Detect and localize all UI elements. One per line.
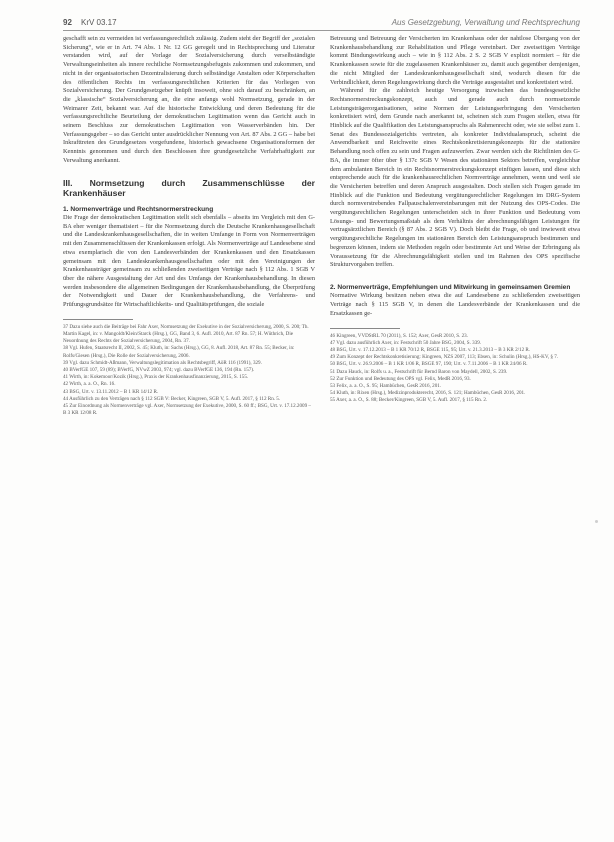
subsection-heading: 1. Normenverträge und Rechtsnormerstreckung bbox=[63, 205, 214, 213]
footnote: 44 Ausführlich zu den Verträgen nach § 112 SGB V: Becker, Kingreen, SGB V, 5. Aufl. 2017, § 112 Rn. 5. bbox=[63, 395, 281, 402]
paragraph-text: geschafft sein zu vermeiden ist bbox=[63, 35, 142, 42]
subsection-heading: 2. Normenverträge, Empfehlungen und Mitwirkung in gemeinsamen Gremien bbox=[330, 283, 571, 291]
page-header bbox=[63, 18, 580, 31]
footnote: 39 Vgl. dazu Schmidt-Aßmann, Verwaltungslegitimation als Rechtsbegriff, AöR 116 (1991), 329. bbox=[63, 359, 262, 366]
footnote: 42 Wirth, a. a. O., Rn. 16. bbox=[63, 381, 116, 388]
footnote-divider bbox=[63, 319, 133, 320]
journal-name: KrV 03.17 bbox=[81, 18, 117, 27]
page-number: 92 bbox=[63, 18, 72, 27]
footnote: 53 Felix, a. a. O., S. 95; Hambüchen, GesR 2016, 201. bbox=[330, 383, 442, 390]
footnotes bbox=[330, 333, 580, 405]
footnote: 37 Dazu siehe auch die Beiträge bei Fahr Axer, Normsetzung der Exekutive in der Sozialversicherung, 2000, S. 200; Th. Martin Kagel, in: v. Mangoldt/Klein/Starck (Hrsg.), GG, Band 3, 6. Aufl. 2010, Art. 87 Rn. 57; H. Wüthrich, Die Neuordnung des Rechts der Sozialversicherung, 2004, Rn. 37. bbox=[63, 323, 309, 345]
right-column bbox=[330, 35, 580, 405]
paragraph: Die Frage der demokratischen Legitimation stellt sich ebenfalls – abseits im Vergleich mit den G-BA eher weniger thematisiert – für die Normsetzung durch die Deutsche Krankenhausgesellschaft und die Landeskrankenhausgesellschaften, die in weiten Umfange in Form von Normenverträgen mit den Zusammenschlüssen der Krankenkassen erfolgt. Als Normenverträge auf Landesebene sind etwa exemplarisch die von den Landesverbänden der Krankenkassen und den Ersatzkassen gemeinsam mit den Landeskrankenhausgesellschaften oder mit den Vereinigungen der Krankenhausträger gemeinsam zu schließenden zweiseitigen Verträge nach § 112 Abs. 1 SGB V über die nähere Ausgestaltung der Art und des Umfangs der Krankenhausbehandlung. In diesen werden insbesondere die allgemeinen Bedingungen der Krankenhausbehandlung, die Überprüfung der Notwendigkeit und Dauer der Krankenhausbehandlung, die Verfahrens- und Prüfungsgrundsätze für Wirtschaftlichkeits- und Qualitätsprüfungen, die soziale bbox=[63, 214, 315, 309]
footnote: 52 Zur Funktion und Bedeutung des OPS vgl. Felix, MedR 2016, 93. bbox=[330, 375, 471, 382]
paragraph: Normative Wirkung besitzen neben etwa die auf Landesebene zu schließenden zweiseitigen Verträge nach § 115 SGB V, in denen die Landesverbände der Krankenkassen und die Ersatzkassen ge- bbox=[330, 292, 580, 317]
footnotes bbox=[63, 324, 315, 418]
paragraph: Während für die zahlreich heutige Versorgung inzwischen das bundesgesetzliche Rechtsnormerstreckungskonzept, auch und gerade auch durch normsetzende Leistungsträgerorganisationen, seine Normen der Leistungserbringung den Versicherten konkretisiert wird, dem Grunde nach anerkannt ist, scheinen sich zum Fragen stellen, etwa für Hinblick auf die Qualifikation des Leistungsanspruchs als Rahmenrecht oder, wie sie selbst zum 1. Senat des Bundessozialgerichts vertreten, als konkreter Individualanspruch, scheint die Anwendbarkeit und Reichweite eines Rechtskonkretisierungskonzepts für die stationäre Behandlung noch offen zu sein und Fragen aufzuwerfen. Zwar werden sich die Richtlinien des G-BA, die immer öfter über § 137c SGB V Wesen des stationären Sektors betreffen, vergleichbar dem ambulanten Bereich in ein Rechtsnormerstreckungskonzept einfügen lassen, und diese sich entsprechende auch für die krankenhausrechtlichen Normverträge annehmen, wenn und weil sie die Versicherten betreffen und deren Anspruch ausgestalten. Doch stellen sich Fragen gerade im Hinblick auf die Funktion und Bedeutung vergütungsrechtlicher Regelungen im DRG-System durch normverstrebendes Fallpauschalenvereinbarungen mit der Nutzung des OPS-Codes. Die vergütungsrechtlichen Regelungen unterscheiden sich in ihrer Funktion und Bedeutung vom Lösungs- und Bewertungsmaßstab als dem Verhältnis der abrechnungsfähigen Leistungen für vertragsärztlichen Bereich (§ 87 Abs. 2 SGB V). Doch bleibt die Frage, ob und inwieweit etwa vergütungsrechtliche Regelungen im stationären Bereich den Leistungsanspruch bestimmen und begrenzen können, indem sie Methoden regeln oder bestimmte Art und Weise der Erbringung als Voraussetzung für die Abrechnungsfähigkeit stellen und im Rahmen des OPS spezifische Strukturvorgaben treffen. bbox=[330, 87, 580, 269]
footnote: 47 Vgl. dazu ausführlich Axer, in: Festschrift 50 Jahre BSG, 2004, S. 339. bbox=[330, 339, 482, 346]
left-column bbox=[63, 35, 315, 417]
footnote: 48 BSG, Urt. v. 17.12.2013 – B 1 KR 70/12 R, BSGE 115, 95; Urt. v. 21.3.2013 – B 3 KR 2/12 R. bbox=[330, 347, 531, 353]
paragraph: Betreuung und Betreuung der Versicherten im Krankenhaus oder der nahtlose Übergang von der Krankenhausbehandlung zur Rehabilitation und Pflege vereinbart. Der zweiseitigen Verträge kommt Bindungswirkung auch – wie in § 112 Abs. 2 S. 2 SGB V explizit normiert – für die Krankenkassen sowie für die zugelassenen Krankenhäuser zu, damit auch gegenüber demjenigen, die nicht Mitglied der Landeskrankenhausgesellschaft sind, wodurch diesen für die Verbindlichkeit, deren Regelungswirkung durch die Verträge ausgestaltet und konkretisiert wird. bbox=[330, 35, 580, 86]
footnote: 50 BSG, Urt. v. 26.9.2006 – B 1 KR 1/06 R, BSGE 97, 190; Urt. v. 7.11.2006 – B 1 KR 24/06 R. bbox=[330, 361, 528, 368]
footnote-divider bbox=[330, 328, 400, 329]
footnote: 51 Dazu Hauck, in: Rolfs u. a., Festschrift für Bernd Baron von Maydell, 2002, S. 239. bbox=[330, 368, 508, 375]
scan-speck bbox=[595, 520, 598, 523]
footnote: 54 Kluth, in: Rixen (Hrsg.), Medizinprodukterecht, 2016, S. 121; Hambüchen, GesR 2016, 201. bbox=[330, 390, 526, 397]
footnote: 46 Kingreen, VVDStRL 70 (2011), S. 152; Axer, GesR 2010, S. 23. bbox=[330, 332, 468, 339]
paragraph-text: verfassungsrechtlich zulässig. Zudem steht der Begriff der „sozialen Sicherung“, wie er in Art. 74 Abs. 1 Nr. 12 GG geregelt und in Rechtsprechung und Literatur verstanden wird, auf der Vorlage der Sozialversicherung durch verselbständigte Verwaltungseinheiten als innere rechtliche Normsetzungsbefugnis zukommen und zukommen, und nicht in der organisatorischen Dezentralisierung durch selbständige Anstalten oder Körperschaften des öffentlichen Rechts im verfassungsrechtlichen Kriterien für das Vorliegen von Sozialversicherung. Der Grundgesetzgeber knüpft insoweit, ohne sich darauf zu beschränken, an die „klassische“ Sozialversicherung an, die eine anfangs wohl Normsetzung, gerade in der Weimarer Zeit, bekannt war. Auf die historische Entwicklung und deren Bedeutung für die verfassungsrechtliche Beurteilung der demokratischen Legitimation wenn das Gericht auch in seinem Beschluss zur demokratischen Legitimation von Wasserverbänden hin. Der Verfassungsgeber – so das Gericht unter ausdrücklicher Nennung von Art. 87 Abs. 2 GG – habe bei Inkrafttreten des Grundgesetzes vorgefundene, historisch gewachsene Organisationsformen der Kenntnis genommen und durch den Beschlossen ihre grundgesetzliche Verfahrhaftigkeit zur Verwaltung anerkannt. bbox=[63, 35, 315, 164]
paragraph bbox=[63, 35, 315, 166]
section-heading: III. Normsetzung durch Zusammenschlüsse der Krankenhäuser bbox=[63, 177, 315, 198]
footnote: 55 Axer, a. a. O., S. 88; Becker/Kingreen, SGB V, 5. Aufl. 2017, § 115 Rn. 2. bbox=[330, 397, 488, 404]
footnote: 45 Zur Einordnung als Normenverträge vgl. Axer, Normsetzung der Exekutive, 2000, S. 60 ff.; BSG, Urt. v. 17.12.2009 – B 3 KR 12/08 R. bbox=[63, 403, 311, 417]
footnote: 41 Wirth, in: Kokemoor/Kozik (Hrsg.), Praxis der Krankenhausfinanzierung, 2015, S. 155. bbox=[63, 374, 249, 381]
footnote: 43 BSG, Urt. v. 13.11.2012 – B 1 KR 14/12 R. bbox=[63, 388, 159, 395]
running-title: Aus Gesetzgebung, Verwaltung und Rechtsprechung bbox=[391, 18, 580, 27]
footnote: 40 BVerfGE 107, 59 (89); BVerfG, NVwZ 2003, 974; vgl. dazu BVerfGE 136, 194 (Rn. 157). bbox=[63, 367, 255, 373]
footnote: 49 Zum Konzept der Rechtskonkretisierung: Kingreen, NZS 2007, 113; Ebsen, in: Schulin (Hrsg.), HS-KV, § 7. bbox=[330, 354, 559, 361]
footnote: 38 Vgl. Hufen, Staatsrecht II, 2002, S. 45; Kluth, in: Sachs (Hrsg.), GG, 8. Aufl. 2018, Art. 87 Rn. 55; Becker, in: Rolfs/Giesen (Hrsg.), Die Rolle der Sozialversicherung, 2006. bbox=[63, 345, 295, 359]
